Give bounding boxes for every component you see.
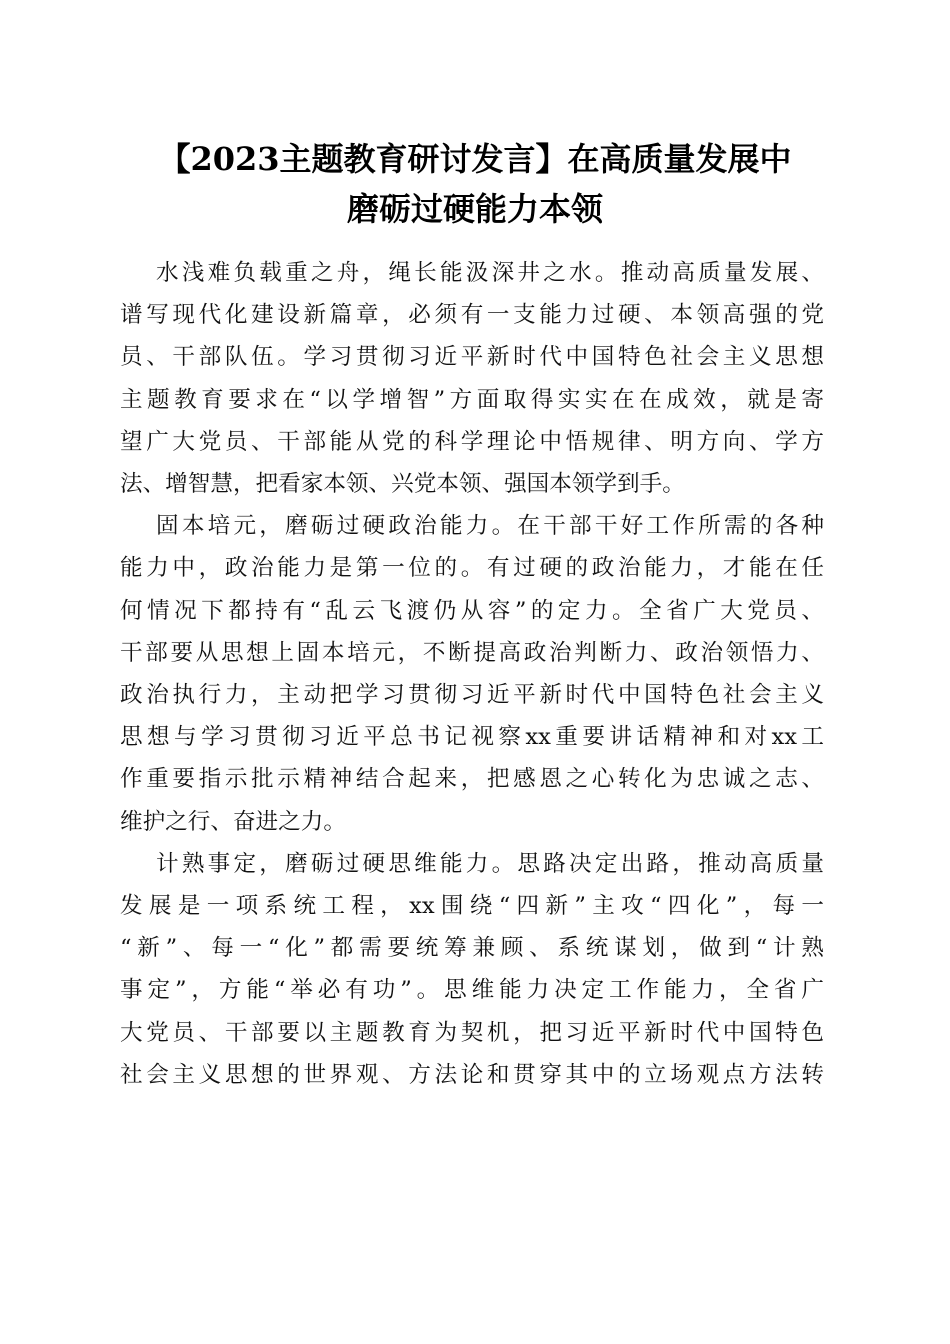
document-body	[120, 252, 824, 1096]
text-line: 水浅难负载重之舟，绳长能汲深井之水。推动高质量发展、	[156, 260, 824, 286]
text-line: 社会主义思想的世界观、方法论和贯穿其中的立场观点方法转	[120, 1061, 824, 1088]
text-line: 作重要指示批示精神结合起来，把感恩之心转化为忠诚之志、	[120, 766, 824, 793]
text-line: 能力中，政治能力是第一位的。有过硬的政治能力，才能在任	[120, 555, 824, 582]
text-line: 望广大党员、干部能从党的科学理论中悟规律、明方向、学方	[120, 428, 824, 455]
text-line: 维护之行、奋进之力。	[120, 808, 346, 835]
text-line: 主题教育要求在“以学增智”方面取得实实在在成效，就是寄	[120, 386, 824, 413]
text-line: 谱写现代化建设新篇章，必须有一支能力过硬、本领高强的党	[120, 302, 824, 329]
title-line-1: 【2023主题教育研讨发言】在高质量发展中	[158, 140, 792, 178]
text-line: 干部要从思想上固本培元，不断提高政治判断力、政治领悟力、	[120, 639, 824, 666]
text-line: 何情况下都持有“乱云飞渡仍从容”的定力。全省广大党员、	[120, 597, 824, 624]
text-line: “新”、每一“化”都需要统筹兼顾、系统谋划，做到“计熟	[120, 935, 824, 962]
document-title	[0, 134, 950, 234]
text-line: 大党员、干部要以主题教育为契机，把习近平新时代中国特色	[120, 1019, 824, 1046]
paragraph-2	[120, 505, 824, 843]
text-line: 计熟事定，磨砺过硬思维能力。思路决定出路，推动高质量	[156, 850, 824, 877]
text-line: 固本培元，磨砺过硬政治能力。在干部干好工作所需的各种	[156, 513, 824, 540]
text-line: 员、干部队伍。学习贯彻习近平新时代中国特色社会主义思想	[120, 344, 824, 371]
paragraph-3	[120, 843, 824, 1096]
text-line: 政治执行力，主动把学习贯彻习近平新时代中国特色社会主义	[120, 682, 824, 709]
text-line: 法、增智慧，把看家本领、兴党本领、强国本领学到手。	[120, 471, 685, 498]
text-line: 发展是一项系统工程，xx围绕“四新”主攻“四化”，每一	[120, 893, 824, 920]
paragraph-1	[120, 252, 824, 505]
title-line-2: 磨砺过硬能力本领	[346, 190, 603, 228]
text-line: 思想与学习贯彻习近平总书记视察xx重要讲话精神和对xx工	[120, 724, 824, 751]
text-line: 事定”，方能“举必有功”。思维能力决定工作能力，全省广	[120, 977, 824, 1004]
